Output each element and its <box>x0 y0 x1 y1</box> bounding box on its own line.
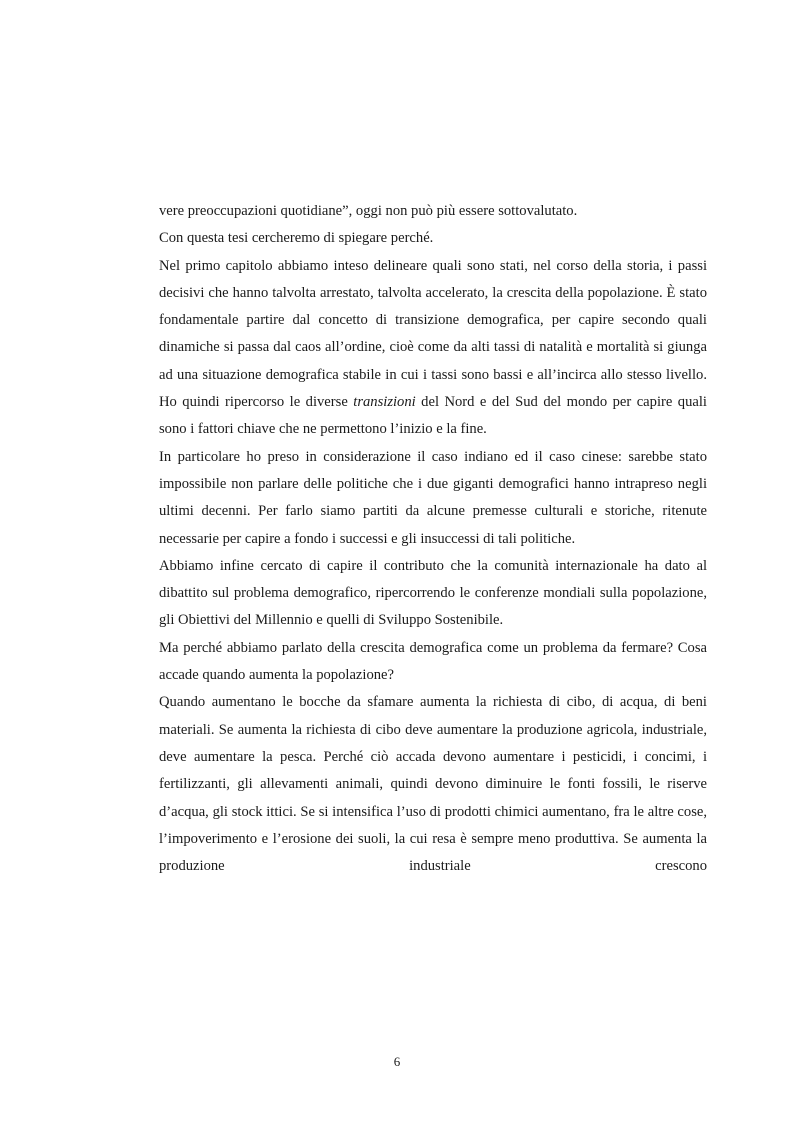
paragraph-question: Ma perché abbiamo parlato della crescita demografica come un problema da fermare? Cosa accade quando aumenta la popolazione? <box>159 639 707 684</box>
emphasis-transizioni: transizioni <box>353 394 416 411</box>
paragraph-thesis-intro: Con questa tesi cercheremo di spiegare perché. <box>159 230 434 247</box>
body-text <box>159 198 707 880</box>
paragraph-first-chapter <box>159 253 707 444</box>
paragraph-continuation: vere preoccupazioni quotidiane”, oggi non può più essere sottovalutato. <box>159 203 578 219</box>
paragraph-international: Abbiamo infine cercato di capire il contributo che la comunità internazionale ha dato al dibattito sul problema demografico, ripercorrendo le conferenze mondiali sulla popolazione, gli Obiettivi del Millennio e quelli di Sviluppo Sostenibile. <box>159 557 707 629</box>
paragraph-first-chapter-text-a: Nel primo capitolo abbiamo inteso delineare quali sono stati, nel corso della storia, i passi decisivi che hanno talvolta arrestato, talvolta accelerato, la crescita della popolazione. È stato fondamentale partire dal concetto di transizione demografica, per capire secondo quali dinamiche si passa dal caos all’ordine, cioè come da alti tassi di natalità e mortalità si giunga ad una situazione demografica stabile in cui i tassi sono bassi e all’incirca allo stesso livello. Ho quindi ripercorso le diverse <box>159 257 707 411</box>
paragraph-consequences: Quando aumentano le bocche da sfamare aumenta la richiesta di cibo, di acqua, di beni materiali. Se aumenta la richiesta di cibo deve aumentare la produzione agricola, industriale, deve aumentare la pesca. Perché ciò accada devono aumentare i pesticidi, i concimi, i fertilizzanti, gli allevamenti animali, quindi devono diminuire le fonti fossili, le riserve d’acqua, gli stock ittici. Se si intensifica l’uso di prodotti chimici aumentano, fra le altre cose, l’impoverimento e l’erosione dei suoli, la cui resa è sempre meno produttiva. Se aumenta la produzione industriale crescono <box>159 694 707 875</box>
page-number: 6 <box>393 1054 401 1069</box>
paragraph-first-chapter-text-b: del Nord e del Sud del mondo per capire quali sono i fattori chiave che ne permettono l’inizio e la fine. <box>159 394 707 438</box>
paragraph-india-china: In particolare ho preso in considerazione il caso indiano ed il caso cinese: sarebbe stato impossibile non parlare delle politiche che i due giganti demografici hanno intrapreso negli ultimi decenni. Per farlo siamo partiti da alcune premesse culturali e storiche, ritenute necessarie per capire a fondo i successi e gli insuccessi di tali politiche. <box>159 448 707 547</box>
